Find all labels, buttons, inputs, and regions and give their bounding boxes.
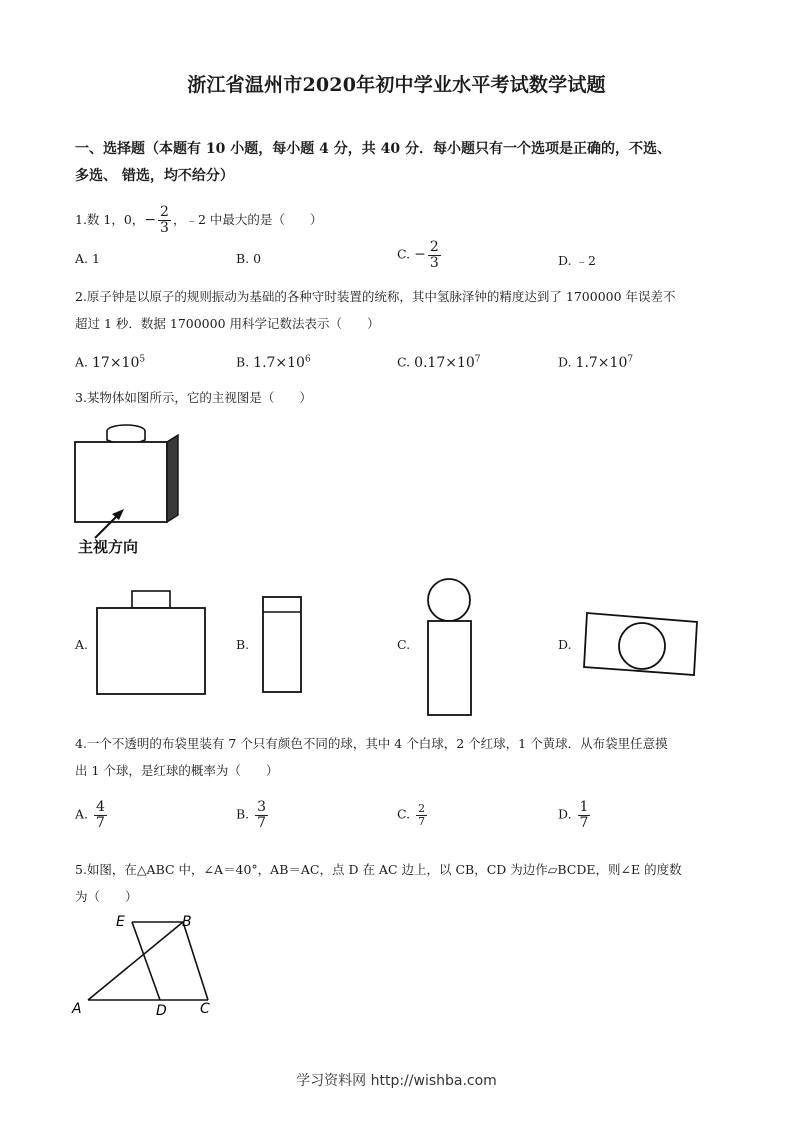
- q4-line2: 出 1 个球，是红球的概率为（ ）: [75, 763, 279, 778]
- q4-option-a-den: 7: [96, 814, 105, 831]
- q2-option-a[interactable]: [75, 354, 145, 371]
- q2-option-a-exp: 5: [139, 354, 146, 364]
- q5-point-b: B: [182, 914, 192, 930]
- q4-line1: 4.一个不透明的布袋里装有 7 个只有颜色不同的球，其中 4 个白球，2 个红球，1 个黄球．从布袋里任意摸: [75, 736, 668, 751]
- q5-geometry-figure: [70, 912, 230, 1020]
- q1-option-c-label: C.: [397, 246, 411, 262]
- q4-option-d-den: 7: [579, 814, 589, 831]
- question-4: [75, 730, 725, 784]
- q5-line1: 5.如图，在△ABC 中，∠A＝40°，AB＝AC，点 D 在 AC 边上，以 CB，CD 为边作▱BCDE，则∠E 的度数: [75, 862, 682, 877]
- q1-option-c-den: 3: [429, 254, 439, 271]
- q2-line2: 超过 1 秒．数据 1700000 用科学记数法表示（ ）: [75, 316, 380, 331]
- q1-option-c[interactable]: [397, 240, 443, 270]
- q5-point-c: C: [200, 1001, 210, 1017]
- q1-option-b-label: B.: [236, 251, 250, 266]
- q1-option-b[interactable]: [236, 251, 261, 266]
- q1-option-b-value: 0: [253, 251, 262, 266]
- q5-line2: 为（ ）: [75, 889, 138, 904]
- section-header-line2: 多选、 错选，均不给分）: [75, 168, 234, 184]
- q4-option-b[interactable]: [236, 800, 270, 830]
- q2-option-b-base: 1.7×10: [253, 354, 305, 371]
- q3-option-a-label[interactable]: A.: [75, 637, 89, 652]
- q1-option-a[interactable]: [75, 251, 100, 266]
- q1-option-c-minus: −: [414, 246, 426, 263]
- q2-option-c-base: 0.17×10: [414, 354, 475, 371]
- q3-option-a-figure[interactable]: [92, 585, 212, 700]
- q5-point-e: E: [116, 914, 125, 930]
- q1-option-d[interactable]: [558, 251, 596, 269]
- q3-option-b-figure[interactable]: [258, 592, 308, 697]
- q4-option-d[interactable]: [558, 800, 592, 830]
- section-header: [75, 136, 725, 190]
- q4-option-c-num: 2: [418, 802, 426, 815]
- question-3: 3.某物体如图所示，它的主视图是（ ）: [75, 390, 312, 405]
- q5-point-a: A: [72, 1001, 82, 1017]
- q4-option-d-num: 1: [579, 799, 589, 815]
- q2-option-d-label: D.: [558, 354, 572, 370]
- q2-option-d-base: 1.7×10: [575, 354, 628, 371]
- q2-option-a-label: A.: [75, 354, 89, 370]
- q1-option-d-value: ﹣2: [575, 253, 596, 268]
- q2-option-b[interactable]: [236, 354, 311, 371]
- q4-option-c-den: 7: [418, 814, 426, 828]
- q1-option-a-label: A.: [75, 251, 89, 266]
- q3-option-d-label[interactable]: D.: [558, 637, 572, 652]
- footer-watermark: 学习资料网 http://wishba.com: [296, 1073, 497, 1089]
- q4-option-b-den: 7: [257, 814, 267, 831]
- q3-option-d-figure[interactable]: [582, 605, 702, 685]
- q2-line1: 2.原子钟是以原子的规则振动为基础的各种守时装置的统称，其中氢脉泽钟的精度达到了 1700000 年误差不: [75, 289, 676, 304]
- q3-option-c-figure[interactable]: [420, 574, 480, 719]
- q2-option-c-exp: 7: [474, 354, 481, 364]
- q2-option-c-label: C.: [397, 354, 411, 370]
- q2-option-b-label: B.: [236, 354, 250, 370]
- q4-option-c-label: C.: [397, 806, 411, 822]
- q1-suffix: ，﹣2 中最大的是（ ）: [172, 212, 323, 227]
- q4-option-d-label: D.: [558, 806, 572, 822]
- q4-option-a-num: 4: [96, 799, 105, 815]
- q1-frac-den: 3: [160, 220, 169, 236]
- q4-option-a[interactable]: [75, 800, 109, 830]
- q1-prefix: 1.数 1，0，: [75, 212, 145, 227]
- q4-option-b-num: 3: [257, 799, 267, 815]
- q2-option-c[interactable]: [397, 354, 481, 371]
- q3-option-b-label[interactable]: B.: [236, 637, 250, 652]
- q3-option-c-label[interactable]: C.: [397, 637, 411, 652]
- page-title: 浙江省温州市2020年初中学业水平考试数学试题: [187, 74, 606, 96]
- q4-option-b-label: B.: [236, 806, 250, 822]
- q4-option-c[interactable]: [397, 803, 429, 827]
- question-1: [75, 200, 725, 240]
- q2-option-d-exp: 7: [627, 354, 634, 364]
- q4-option-a-label: A.: [75, 806, 89, 822]
- section-header-line1: 一、选择题（本题有 10 小题，每小题 4 分，共 40 分．每小题只有一个选项是正确的，不选、: [75, 141, 671, 157]
- q3-direction-label: 主视方向: [78, 538, 139, 556]
- q1-minus: −: [144, 212, 157, 228]
- q1-option-c-fraction: [428, 240, 441, 270]
- q1-option-c-num: 2: [429, 239, 439, 255]
- q2-option-a-base: 17×10: [92, 354, 140, 371]
- q1-frac-num: 2: [160, 204, 169, 221]
- q1-option-d-label: D.: [558, 253, 572, 268]
- question-5: [75, 856, 725, 910]
- q1-option-a-value: 1: [92, 251, 100, 266]
- q1-fraction: [158, 205, 171, 235]
- q2-option-d[interactable]: [558, 354, 633, 371]
- q2-option-b-exp: 6: [304, 354, 311, 364]
- q3-object-figure: [70, 420, 190, 560]
- question-2: [75, 283, 725, 337]
- q5-point-d: D: [156, 1003, 167, 1019]
